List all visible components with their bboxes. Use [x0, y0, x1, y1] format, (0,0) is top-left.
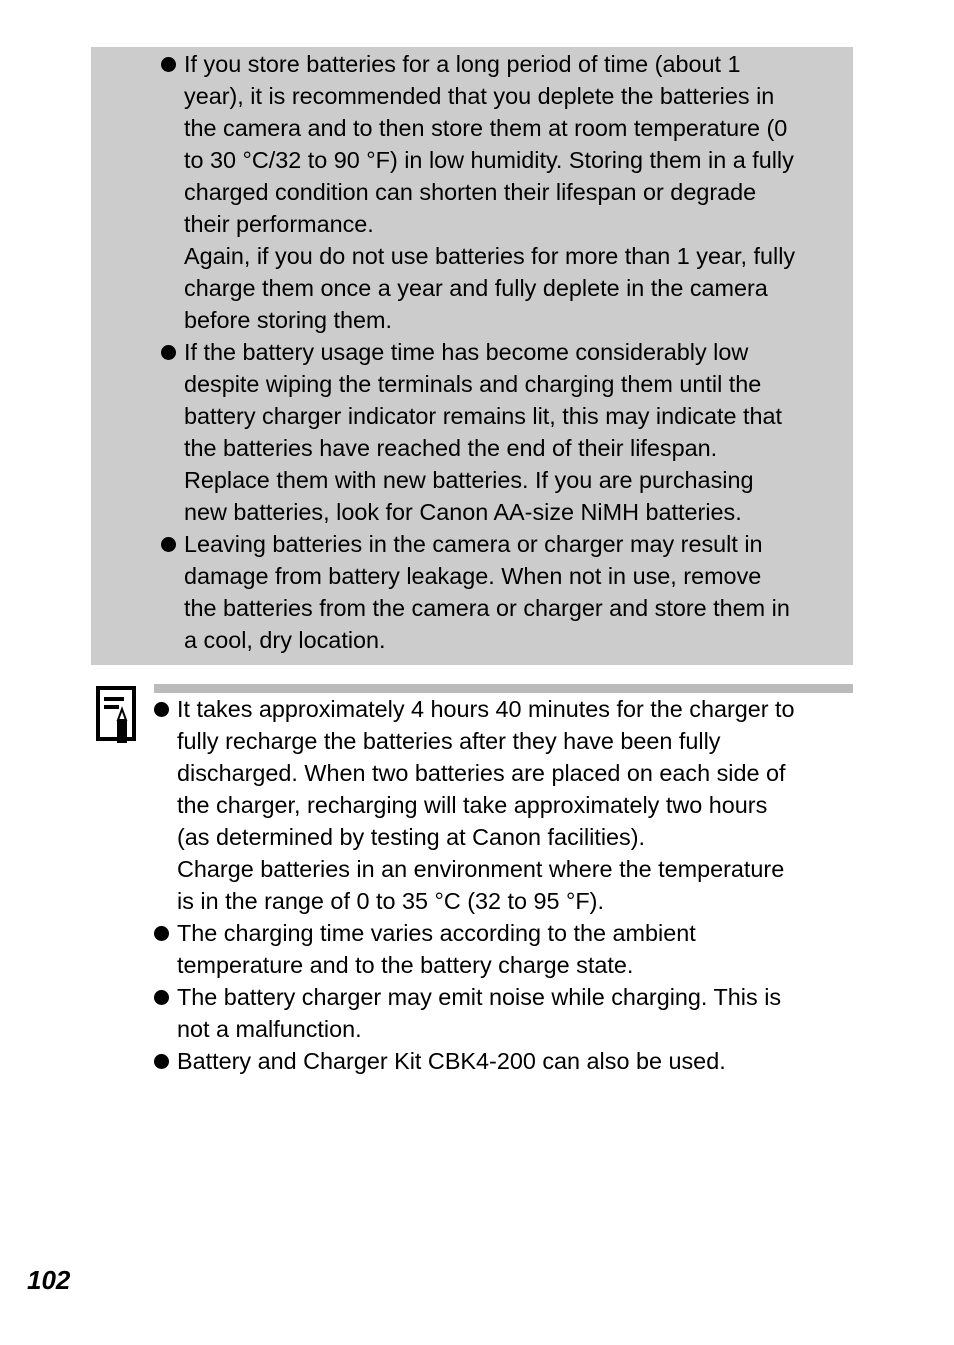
bullet-icon — [154, 702, 169, 717]
note-item-ambient — [154, 917, 854, 981]
text-line: a cool, dry location. — [184, 627, 386, 653]
note-item-noise — [154, 981, 854, 1045]
text-line: Leaving batteries in the camera or charger may result in — [184, 531, 763, 557]
text-line: Again, if you do not use batteries for more than 1 year, fully — [184, 243, 796, 269]
text-line: the camera and to then store them at room temperature (0 — [184, 115, 788, 141]
text-line: battery charger indicator remains lit, this may indicate that — [184, 403, 783, 429]
note-item-kit — [154, 1045, 854, 1077]
bullet-icon — [154, 1054, 169, 1069]
text-line: Charge batteries in an environment where the temperature — [177, 856, 785, 882]
bullet-icon — [161, 345, 176, 360]
page-number: 102 — [27, 1265, 71, 1295]
text-line: If you store batteries for a long period of time (about 1 — [184, 51, 741, 77]
caution-item-leakage — [161, 528, 851, 656]
text-line: charge them once a year and fully deplete in the camera — [184, 275, 768, 301]
bullet-icon — [154, 926, 169, 941]
text-line: not a malfunction. — [177, 1016, 362, 1042]
text-line: the charger, recharging will take approximately two hours — [177, 792, 768, 818]
caution-box — [91, 47, 853, 665]
text-line: The charging time varies according to the ambient — [177, 920, 696, 946]
text-line: despite wiping the terminals and charging them until the — [184, 371, 762, 397]
caution-item-storage — [161, 48, 851, 336]
text-line: fully recharge the batteries after they have been fully — [177, 728, 721, 754]
text-line: is in the range of 0 to 35 °C (32 to 95 °F). — [177, 888, 604, 914]
note-item-charge-time — [154, 693, 854, 917]
text-line: the batteries from the camera or charger and store them in — [184, 595, 790, 621]
text-line: new batteries, look for Canon AA-size NiMH batteries. — [184, 499, 742, 525]
text-line: discharged. When two batteries are placed on each side of — [177, 760, 786, 786]
text-line: year), it is recommended that you deplete the batteries in — [184, 83, 775, 109]
text-line: It takes approximately 4 hours 40 minutes for the charger to — [177, 696, 795, 722]
text-line: to 30 °C/32 to 90 °F) in low humidity. Storing them in a fully — [184, 147, 794, 173]
note-divider — [154, 684, 853, 693]
text-line: before storing them. — [184, 307, 393, 333]
caution-item-lifespan — [161, 336, 851, 528]
bullet-icon — [154, 990, 169, 1005]
bullet-icon — [161, 537, 176, 552]
text-line: their performance. — [184, 211, 374, 237]
text-line: temperature and to the battery charge state. — [177, 952, 634, 978]
text-line: Replace them with new batteries. If you are purchasing — [184, 467, 754, 493]
text-line: charged condition can shorten their lifespan or degrade — [184, 179, 757, 205]
text-line: If the battery usage time has become considerably low — [184, 339, 749, 365]
text-line: Battery and Charger Kit CBK4-200 can also be used. — [177, 1048, 726, 1074]
text-line: The battery charger may emit noise while charging. This is — [177, 984, 782, 1010]
bullet-icon — [161, 57, 176, 72]
text-line: the batteries have reached the end of their lifespan. — [184, 435, 718, 461]
note-list — [154, 693, 854, 1077]
text-line: damage from battery leakage. When not in use, remove — [184, 563, 762, 589]
text-line: (as determined by testing at Canon facilities). — [177, 824, 646, 850]
caution-list — [161, 48, 851, 656]
memo-pencil-icon — [96, 686, 138, 744]
